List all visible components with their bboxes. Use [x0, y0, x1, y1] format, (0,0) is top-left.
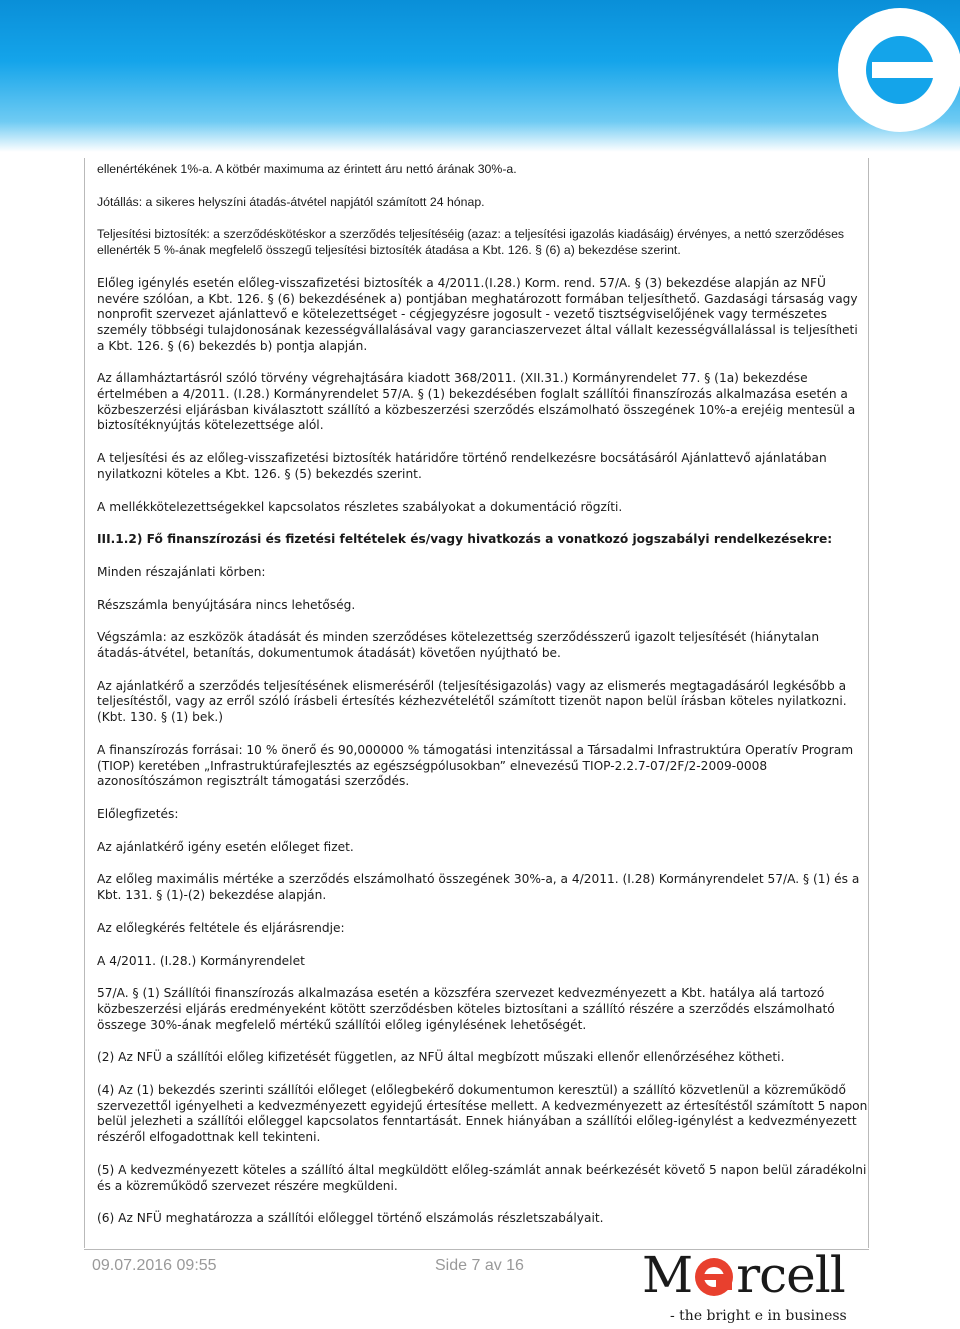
header-banner: [0, 0, 960, 152]
paragraph: Teljesítési biztosíték: a szerződéskötéskor a szerződés teljesítéséig (azaz: a teljesítési igazolás kiadásáig) érvényes, a nettó szerződéses ellenérték 5 %-ának megfelelő összegű teljesítési biztosíték átadása a Kbt. 126. § (6) a) bekezdése szerint.: [97, 227, 845, 258]
paragraph: Minden részajánlati körben:: [97, 564, 266, 579]
brand-name-start: M: [642, 1246, 693, 1304]
paragraph: A 4/2011. (I.28.) Kormányrendelet: [97, 953, 305, 968]
paragraph: Jótállás: a sikeres helyszíni átadás-átvétel napjától számított 24 hónap.: [97, 194, 485, 209]
paragraph: A mellékkötelezettségekkel kapcsolatos részletes szabályokat a dokumentáció rögzíti.: [97, 499, 623, 514]
paragraph: Az ajánlatkérő igény esetén előleget fizet.: [97, 839, 354, 854]
paragraph: Előleg igénylés esetén előleg-visszafizetési biztosíték a 4/2011.(I.28.) Korm. rend. 57/A. § (3) bekezdése alapján az NFÜ nevére szólóan, a Kbt. 126. § (6) bekezdésének a) pontjában meghatározott formában teljesíthető. Gazdasági társaság vagy nonprofit szervezet ajánlattevő e kötelezettséget - cégjegyzésre jogosult - vezető tisztségviselőjének vagy természetes személy többségi tulajdonosának kezességvállalásával vagy garanciaszervezet által vállalt kezességvállalással is teljesítheti a Kbt. 126. § (6) bekezdés b) pontja alapján.: [97, 275, 858, 353]
brand-tagline: - the bright e in business: [670, 1308, 847, 1324]
paragraph: 57/A. § (1) Szállítói finanszírozás alkalmazása esetén a közszféra szervezet kedvezményezett a Kbt. hatálya alá tartozó közbeszerzési eljárás eredményeként kötött szerződésben köteles biztosítani a szállító részére a szerződés elszámolható összege 30%-ának megfelelő mértékű szállítói előleg igénylésének lehetőségét.: [97, 986, 835, 1032]
paragraph: (2) Az NFÜ a szállítói előleg kifizetését független, az NFÜ által megbízott műszaki ellenőr ellenőrzéséhez kötheti.: [97, 1050, 785, 1065]
paragraph: Végszámla: az eszközök átadását és minden szerződéses kötelezettség szerződésszerű igazolt teljesítését (hiánytalan átadás-átvétel, betanítás, dokumentumok átadását) követően nyújtható be.: [97, 630, 820, 661]
paragraph: A teljesítési és az előleg-visszafizetési biztosíték határidőre történő rendelkezésre bocsátásáról Ajánlattevő ajánlatában nyilatkozni köteles a Kbt. 126. § (5) bekezdés szerint.: [97, 451, 827, 481]
paragraph: (6) Az NFÜ meghatározza a szállítói előleggel történő elszámolás részletszabályait.: [97, 1211, 604, 1226]
brand-e-logo-icon: [820, 0, 960, 150]
brand-name-end: rcell: [736, 1246, 845, 1304]
footer-page-number: Side 7 av 16: [435, 1257, 524, 1274]
brand-e-icon: [694, 1257, 734, 1297]
paragraph: A finanszírozás forrásai: 10 % önerő és 90,000000 % támogatási intenzitással a Társadalmi Infrastruktúra Operatív Program (TIOP) keretében „Infrastruktúrafejlesztés az egészségpólusokban” elnevezésű TIOP-2.2.7-07/2F/2-2009-0008 azonosítószámon regisztrált támogatási szerződés.: [97, 742, 854, 789]
paragraph: (4) Az (1) bekezdés szerinti szállítói előleget (előlegbekérő dokumentumon keresztül) a szállító közvetlenül a közreműködő szervezettől igényelheti a kedvezményezett egyidejű értesítése mellett. A kedvezményezett az értesítéstől számított 5 napon belül jelezheti a szállítói előleggel kapcsolatos fenntartását. Ennek hiányában a szállítói előleg-igénylést a kedvezményezett részéről elfogadottnak kell tekinteni.: [97, 1083, 868, 1145]
paragraph: Az ajánlatkérő a szerződés teljesítésének elismeréséről (teljesítésigazolás) vagy az elismerés megtagadásáról legkésőbb a teljesítéstől, vagy az erről szóló írásbeli értesítés kézhezvételétől számított tizenöt napon belül írásban köteles nyilatkozni. (Kbt. 130. § (1) bek.): [97, 678, 847, 725]
document-body: [84, 158, 869, 1248]
brand-logo: [642, 1246, 882, 1328]
paragraph: Az előlegkérés feltétele és eljárásrendje:: [97, 920, 345, 935]
paragraph: Előlegfizetés:: [97, 806, 179, 821]
paragraph: (5) A kedvezményezett köteles a szállító által megküldött előleg-számlát annak beérkezését követő 5 napon belül záradékolni és a közreműködő szervezet részére megküldeni.: [97, 1162, 867, 1193]
footer-date: 09.07.2016 09:55: [92, 1257, 217, 1274]
paragraph: Az előleg maximális mértéke a szerződés elszámolható összegének 30%-a, a 4/2011. (I.28) Kormányrendelet 57/A. § (1) és a Kbt. 131. § (1)-(2) bekezdése alapján.: [97, 872, 860, 903]
paragraph: ellenértékének 1%-a. A kötbér maximuma az érintett áru nettó árának 30%-a.: [97, 162, 517, 176]
paragraph: Az államháztartásról szóló törvény végrehajtására kiadott 368/2011. (XII.31.) Kormányrendelet 77. § (1a) bekezdése értelmében a 4/2011. (I.28.) Kormányrendelet 57/A. § (1) bekezdésében foglalt szállítói finanszírozás alkalmazása esetén a közbeszerzési eljárásban kiválasztott szállító a közbeszerzési szerződés elszámolható összegének 10%-a erejéig mentesül a biztosítéknyújtás kötelezettsége alól.: [97, 371, 856, 433]
brand-name: [642, 1246, 845, 1304]
paragraph: Részszámla benyújtására nincs lehetőség.: [97, 597, 356, 612]
section-heading: III.1.2) Fő finanszírozási és fizetési feltételek és/vagy hivatkozás a vonatkozó jogszabályi rendelkezésekre:: [97, 532, 833, 547]
